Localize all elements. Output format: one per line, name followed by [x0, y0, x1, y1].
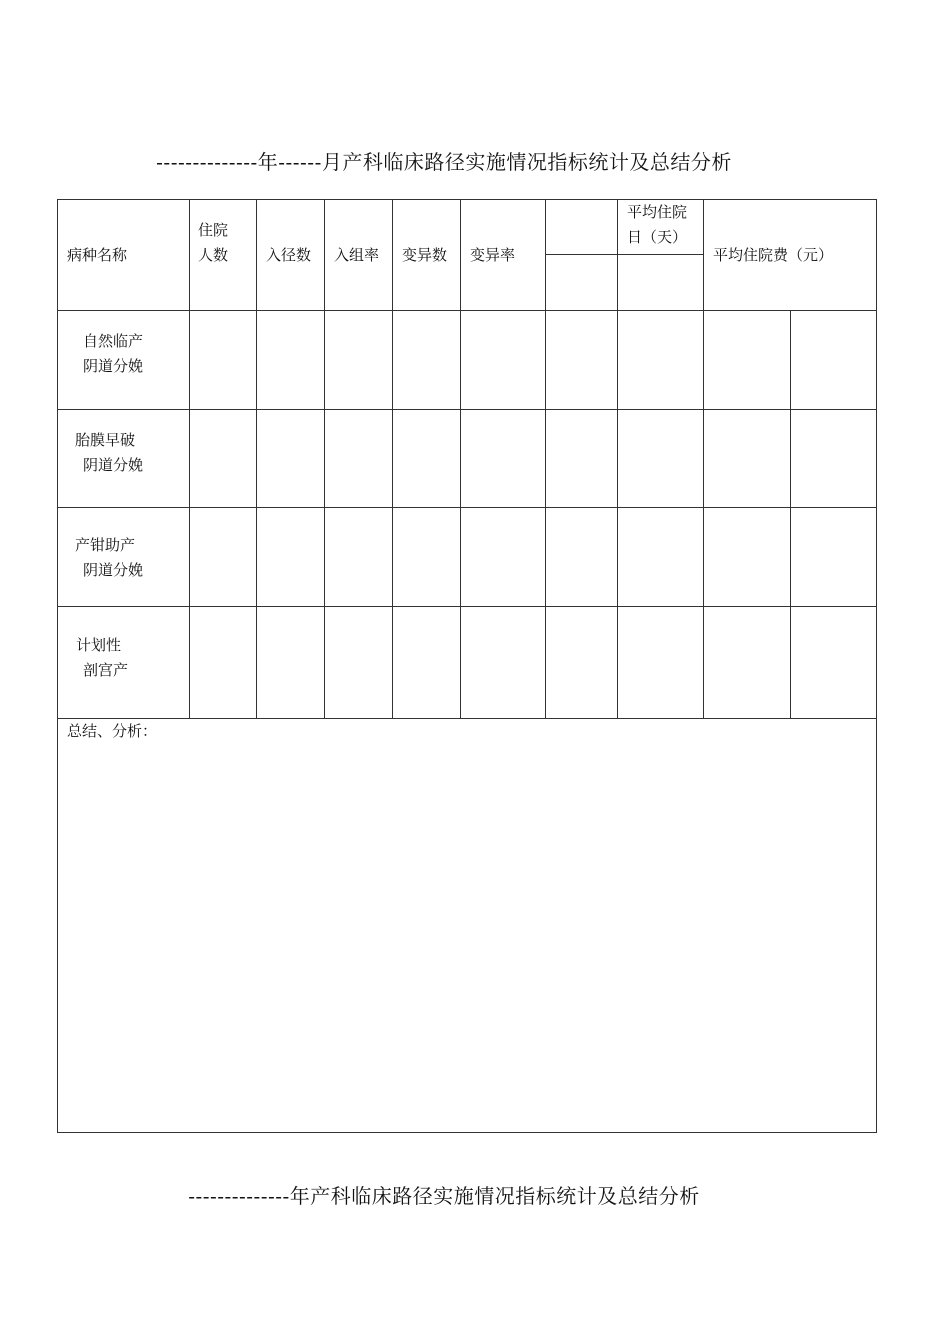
row-label-line1: 计划性: [76, 636, 122, 654]
header-variation-rate: 变异率: [470, 246, 516, 264]
col-divider: [392, 199, 393, 719]
header-avg-stay-line2: 日（天）: [627, 228, 688, 246]
header-disease-name: 病种名称: [67, 246, 128, 264]
col-divider: [617, 199, 618, 719]
table-border-top: [57, 199, 877, 200]
table-border-left: [57, 199, 58, 1133]
row-label-line2: 阴道分娩: [83, 456, 144, 474]
row-divider: [57, 606, 877, 607]
header-avg-stay: [627, 200, 687, 250]
header-avg-stay-line1: 平均住院: [627, 203, 688, 221]
col-divider: [703, 199, 704, 719]
col-divider: [460, 199, 461, 719]
row-label: [76, 633, 128, 683]
row-label-line1: 胎膜早破: [75, 431, 136, 449]
row-label: [83, 329, 143, 379]
col-divider: [324, 199, 325, 719]
row-label-line1: 自然临产: [83, 332, 144, 350]
row-divider: [57, 310, 877, 311]
row-label: [75, 533, 143, 583]
col-divider: [790, 310, 791, 719]
row-label: [75, 428, 143, 478]
header-avg-cost: 平均住院费（元）: [713, 246, 834, 264]
header-split: [545, 254, 704, 255]
col-divider: [189, 199, 190, 719]
row-label-line1: 产钳助产: [75, 536, 136, 554]
col-divider: [256, 199, 257, 719]
footer-title: --------------年产科临床路径实施情况指标统计及总结分析: [188, 1184, 700, 1208]
page-title: --------------年------月产科临床路径实施情况指标统计及总结分析: [156, 150, 732, 174]
row-label-line2: 阴道分娩: [83, 357, 144, 375]
header-admissions: [198, 218, 228, 268]
row-divider: [57, 409, 877, 410]
row-label-line2: 阴道分娩: [83, 561, 144, 579]
header-grouping-rate: 入组率: [334, 246, 380, 264]
table-border-right: [876, 199, 877, 1133]
row-divider: [57, 507, 877, 508]
header-variations: 变异数: [402, 246, 448, 264]
col-divider: [545, 199, 546, 719]
header-admissions-line1: 住院: [198, 221, 229, 239]
summary-label: 总结、分析：: [67, 722, 158, 740]
row-divider: [57, 718, 877, 719]
header-admissions-line2: 人数: [198, 246, 229, 264]
row-label-line2: 剖宫产: [83, 661, 129, 679]
header-entered-path: 入径数: [266, 246, 312, 264]
table-border-bottom: [57, 1132, 877, 1133]
